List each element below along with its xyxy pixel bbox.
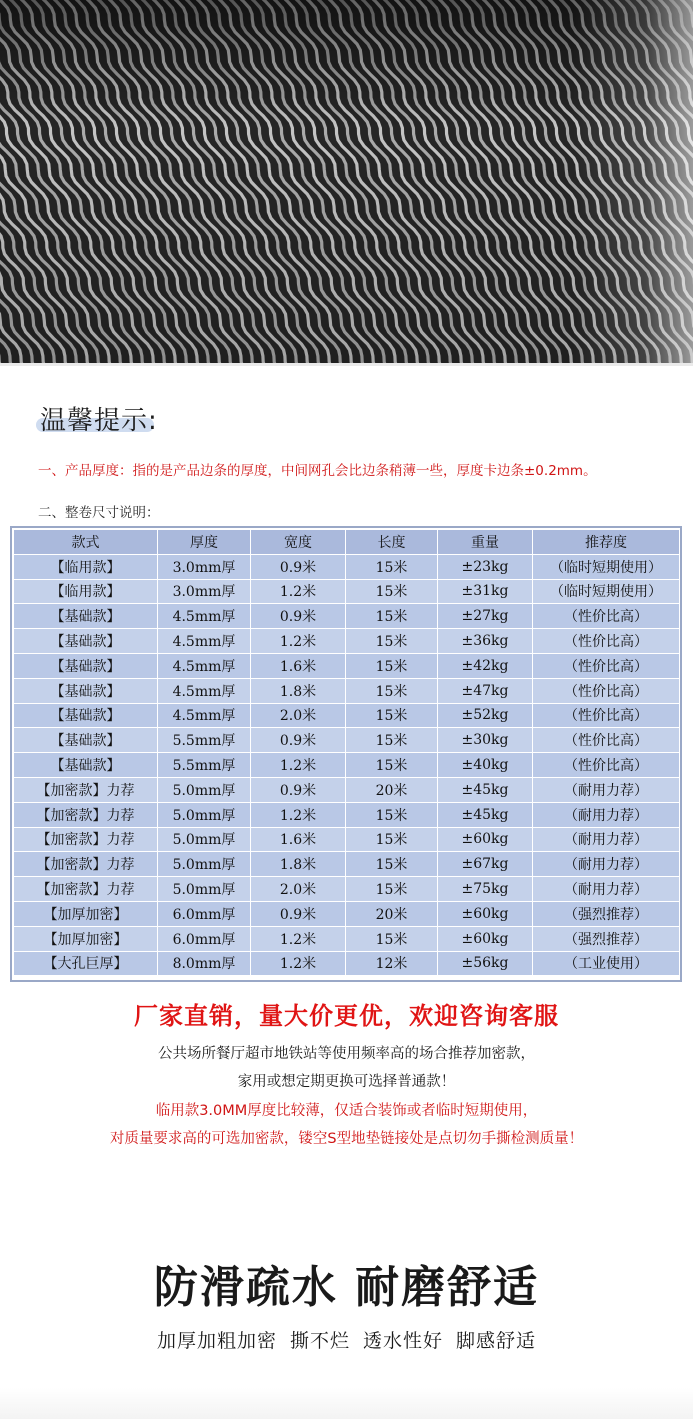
- cell-thickness: 4.5mm厚: [158, 604, 251, 629]
- cell-thickness: 5.5mm厚: [158, 728, 251, 753]
- cell-recommendation: （耐用力荐）: [533, 802, 680, 827]
- table-row: [14, 777, 680, 802]
- header-style: 款式: [14, 530, 158, 555]
- table-row: [14, 827, 680, 852]
- cell-length: 15米: [346, 753, 438, 778]
- cell-width: 0.9米: [251, 554, 346, 579]
- cell-width: 1.8米: [251, 852, 346, 877]
- cell-thickness: 5.0mm厚: [158, 827, 251, 852]
- table-header-row: [14, 530, 680, 555]
- usage-note-2: 家用或想定期更换可选择普通款！: [237, 1074, 456, 1090]
- cell-style: 【基础款】: [14, 703, 158, 728]
- warning-note-1: 临用款3.0MM厚度比较薄，仅适合装饰或者临时短期使用，: [155, 1103, 538, 1119]
- tips-title: 温馨提示:: [40, 406, 158, 436]
- header-width: 宽度: [251, 530, 346, 555]
- cell-style: 【基础款】: [14, 653, 158, 678]
- cell-recommendation: （性价比高）: [533, 629, 680, 654]
- cell-recommendation: （性价比高）: [533, 728, 680, 753]
- cell-weight: ±42kg: [438, 653, 533, 678]
- cell-width: 1.2米: [251, 802, 346, 827]
- cell-thickness: 5.0mm厚: [158, 777, 251, 802]
- cell-length: 15米: [346, 653, 438, 678]
- cell-style: 【大孔巨厚】: [14, 951, 158, 976]
- cell-recommendation: （工业使用）: [533, 951, 680, 976]
- cell-length: 20米: [346, 901, 438, 926]
- cell-thickness: 8.0mm厚: [158, 951, 251, 976]
- cell-style: 【临用款】: [14, 554, 158, 579]
- slogan-main: 防滑疏水 耐磨舒适: [153, 1262, 540, 1313]
- cell-width: 1.2米: [251, 951, 346, 976]
- cell-width: 0.9米: [251, 604, 346, 629]
- cell-style: 【加厚加密】: [14, 926, 158, 951]
- cell-width: 2.0米: [251, 877, 346, 902]
- cell-thickness: 4.5mm厚: [158, 678, 251, 703]
- cell-thickness: 5.5mm厚: [158, 753, 251, 778]
- cell-style: 【基础款】: [14, 604, 158, 629]
- cell-width: 1.2米: [251, 926, 346, 951]
- cell-weight: ±60kg: [438, 926, 533, 951]
- header-weight: 重量: [438, 530, 533, 555]
- slogan-sub: 加厚加粗加密 撕不烂 透水性好 脚感舒适: [156, 1330, 537, 1352]
- cell-length: 12米: [346, 951, 438, 976]
- bottom-fade: [0, 1388, 693, 1419]
- cell-recommendation: （性价比高）: [533, 604, 680, 629]
- cell-width: 1.2米: [251, 753, 346, 778]
- cell-thickness: 6.0mm厚: [158, 926, 251, 951]
- spec-table: [13, 529, 680, 976]
- cell-recommendation: （性价比高）: [533, 653, 680, 678]
- cell-thickness: 5.0mm厚: [158, 852, 251, 877]
- cell-weight: ±45kg: [438, 802, 533, 827]
- cell-recommendation: （耐用力荐）: [533, 777, 680, 802]
- cell-weight: ±75kg: [438, 877, 533, 902]
- cell-weight: ±23kg: [438, 554, 533, 579]
- cell-weight: ±40kg: [438, 753, 533, 778]
- cell-style: 【基础款】: [14, 728, 158, 753]
- cell-thickness: 4.5mm厚: [158, 629, 251, 654]
- cell-width: 1.8米: [251, 678, 346, 703]
- table-row: [14, 728, 680, 753]
- cell-weight: ±31kg: [438, 579, 533, 604]
- table-row: [14, 753, 680, 778]
- cell-style: 【基础款】: [14, 678, 158, 703]
- cell-length: 15米: [346, 926, 438, 951]
- usage-note-1: 公共场所餐厅超市地铁站等使用频率高的场合推荐加密款，: [158, 1046, 535, 1062]
- photo-bottom-edge: [0, 363, 693, 366]
- cell-weight: ±56kg: [438, 951, 533, 976]
- cell-thickness: 5.0mm厚: [158, 877, 251, 902]
- table-row: [14, 926, 680, 951]
- cell-recommendation: （临时短期使用）: [533, 579, 680, 604]
- cell-length: 20米: [346, 777, 438, 802]
- cell-width: 1.2米: [251, 579, 346, 604]
- cell-weight: ±52kg: [438, 703, 533, 728]
- table-row: [14, 629, 680, 654]
- table-row: [14, 678, 680, 703]
- cell-recommendation: （临时短期使用）: [533, 554, 680, 579]
- cell-width: 1.6米: [251, 653, 346, 678]
- cell-thickness: 3.0mm厚: [158, 554, 251, 579]
- cell-style: 【临用款】: [14, 579, 158, 604]
- cell-weight: ±60kg: [438, 827, 533, 852]
- cell-style: 【加密款】力荐: [14, 827, 158, 852]
- table-row: [14, 852, 680, 877]
- table-row: [14, 554, 680, 579]
- cell-weight: ±36kg: [438, 629, 533, 654]
- cell-length: 15米: [346, 802, 438, 827]
- cell-length: 15米: [346, 852, 438, 877]
- table-row: [14, 653, 680, 678]
- sales-headline: 厂家直销，量大价更优，欢迎咨询客服: [134, 1002, 559, 1030]
- cell-recommendation: （性价比高）: [533, 753, 680, 778]
- cell-weight: ±30kg: [438, 728, 533, 753]
- table-row: [14, 877, 680, 902]
- cell-length: 15米: [346, 703, 438, 728]
- cell-thickness: 6.0mm厚: [158, 901, 251, 926]
- cell-thickness: 4.5mm厚: [158, 653, 251, 678]
- cell-style: 【加厚加密】: [14, 901, 158, 926]
- header-length: 长度: [346, 530, 438, 555]
- cell-length: 15米: [346, 629, 438, 654]
- cell-style: 【加密款】力荐: [14, 802, 158, 827]
- cell-length: 15米: [346, 604, 438, 629]
- cell-weight: ±27kg: [438, 604, 533, 629]
- warning-note-2: 对质量要求高的可选加密款，镂空S型地垫链接处是点切勿手撕检测质量！: [109, 1131, 584, 1147]
- cell-style: 【基础款】: [14, 629, 158, 654]
- header-recommendation: 推荐度: [533, 530, 680, 555]
- cell-length: 15米: [346, 728, 438, 753]
- cell-width: 0.9米: [251, 777, 346, 802]
- cell-weight: ±47kg: [438, 678, 533, 703]
- cell-style: 【加密款】力荐: [14, 877, 158, 902]
- product-photo: [0, 0, 693, 366]
- table-row: [14, 802, 680, 827]
- cell-weight: ±67kg: [438, 852, 533, 877]
- cell-style: 【加密款】力荐: [14, 777, 158, 802]
- table-row: [14, 604, 680, 629]
- photo-edge-highlight: [573, 0, 693, 366]
- cell-length: 15米: [346, 877, 438, 902]
- cell-length: 15米: [346, 554, 438, 579]
- cell-thickness: 4.5mm厚: [158, 703, 251, 728]
- header-thickness: 厚度: [158, 530, 251, 555]
- cell-width: 1.2米: [251, 629, 346, 654]
- table-row: [14, 901, 680, 926]
- cell-width: 0.9米: [251, 728, 346, 753]
- cell-thickness: 5.0mm厚: [158, 802, 251, 827]
- cell-recommendation: （耐用力荐）: [533, 877, 680, 902]
- cell-recommendation: （性价比高）: [533, 703, 680, 728]
- cell-width: 0.9米: [251, 901, 346, 926]
- cell-recommendation: （强烈推荐）: [533, 901, 680, 926]
- cell-width: 2.0米: [251, 703, 346, 728]
- cell-length: 15米: [346, 678, 438, 703]
- cell-length: 15米: [346, 579, 438, 604]
- table-row: [14, 703, 680, 728]
- cell-style: 【加密款】力荐: [14, 852, 158, 877]
- thickness-note: 一、产品厚度：指的是产品边条的厚度，中间网孔会比边条稍薄一些，厚度卡边条±0.2mm。: [38, 463, 597, 479]
- tips-heading: [40, 400, 158, 437]
- cell-weight: ±45kg: [438, 777, 533, 802]
- cell-recommendation: （耐用力荐）: [533, 827, 680, 852]
- cell-style: 【基础款】: [14, 753, 158, 778]
- cell-recommendation: （耐用力荐）: [533, 852, 680, 877]
- cell-length: 15米: [346, 827, 438, 852]
- roll-size-note: 二、整卷尺寸说明：: [38, 505, 160, 521]
- cell-weight: ±60kg: [438, 901, 533, 926]
- cell-recommendation: （性价比高）: [533, 678, 680, 703]
- table-row: [14, 579, 680, 604]
- cell-recommendation: （强烈推荐）: [533, 926, 680, 951]
- cell-thickness: 3.0mm厚: [158, 579, 251, 604]
- table-row: [14, 951, 680, 976]
- cell-width: 1.6米: [251, 827, 346, 852]
